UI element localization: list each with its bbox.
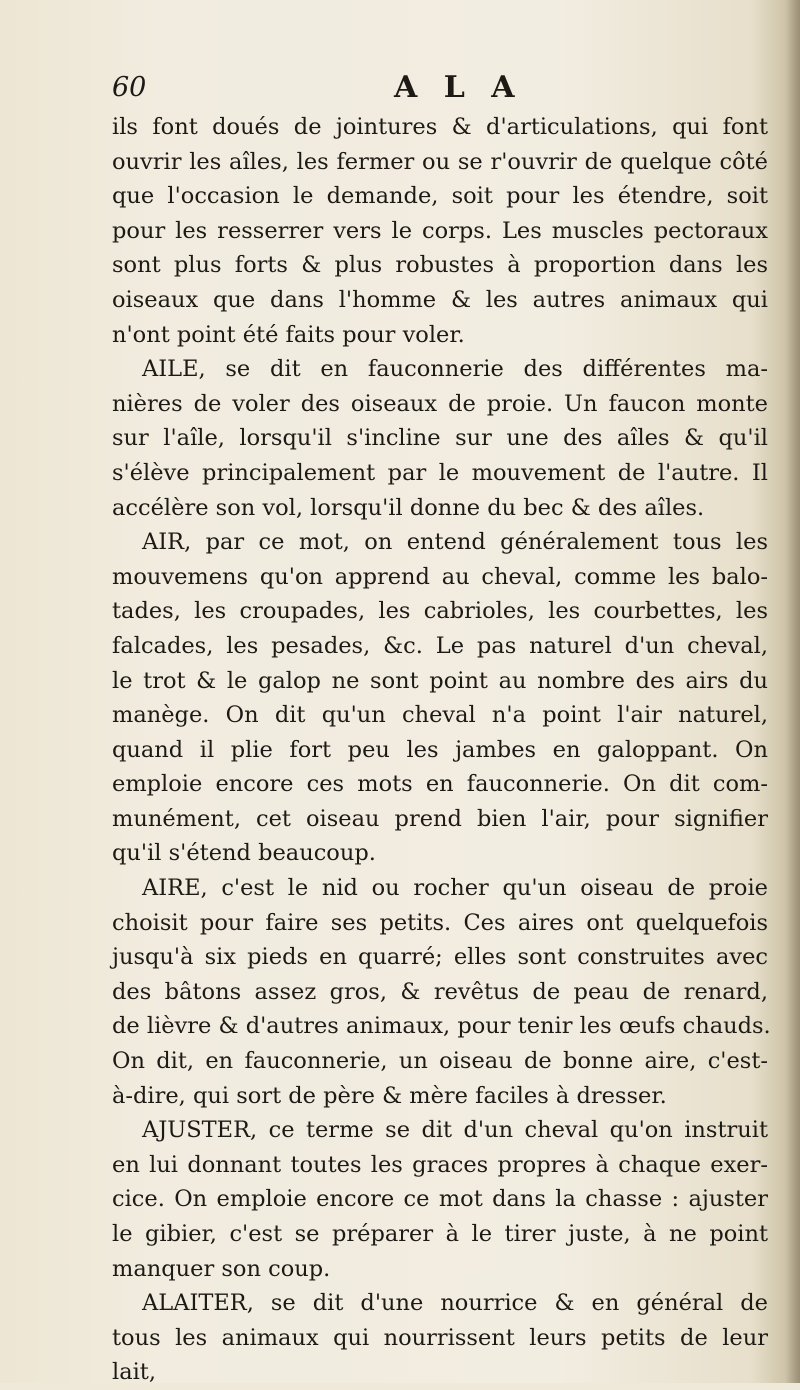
text-line: qu'il s'étend beaucoup. — [112, 840, 376, 867]
text-line: à-dire, qui sort de père & mère faciles à dresser. — [112, 1082, 667, 1109]
text-line: lait, — [112, 1359, 157, 1386]
text-line: ils font doués de jointures & d'articulations, qui font — [112, 114, 768, 140]
text-line: AIRE, c'est le nid ou rocher qu'un oiseau de proie — [142, 875, 768, 902]
text-line: le trot & le galop ne sont point au nombre des airs du — [112, 667, 768, 694]
text-line: des bâtons assez gros, & revêtus de peau de renard, — [112, 978, 768, 1005]
text-line: mouvemens qu'on apprend au cheval, comme les balo- — [112, 563, 768, 590]
page-header — [112, 72, 712, 112]
page-number: 60 — [112, 72, 147, 103]
text-line: tous les animaux qui nourrissent leurs petits de leur — [112, 1324, 768, 1351]
text-line: jusqu'à six pieds en quarré; elles sont construites avec — [112, 944, 768, 971]
text-line: munément, cet oiseau prend bien l'air, pour signifier — [112, 805, 768, 832]
text-line: le gibier, c'est se préparer à le tirer juste, à ne point — [112, 1221, 768, 1247]
text-line: AIR, par ce mot, on entend généralement tous les — [142, 529, 768, 556]
text-line: sur l'aîle, lorsqu'il s'incline sur une des aîles & qu'il — [112, 425, 768, 452]
text-line: quand il plie fort peu les jambes en galoppant. On — [112, 736, 768, 763]
text-line: manquer son coup. — [112, 1255, 331, 1282]
text-line: en lui donnant toutes les graces propres à chaque exer- — [112, 1151, 768, 1178]
text-line: cice. On emploie encore ce mot dans la chasse : ajuster — [112, 1186, 768, 1213]
text-line: s'élève principalement par le mouvement de l'autre. Il — [112, 459, 768, 486]
text-line: ouvrir les aîles, les fermer ou se r'ouvrir de quelque côté — [112, 148, 768, 175]
text-line: AILE, se dit en fauconnerie des différentes ma- — [142, 356, 768, 383]
text-line: oiseaux que dans l'homme & les autres animaux qui — [112, 286, 768, 313]
text-line: nières de voler des oiseaux de proie. Un faucon monte — [112, 390, 768, 417]
running-head: A L A — [394, 70, 523, 105]
text-line: ALAITER, se dit d'une nourrice & en général de — [142, 1290, 768, 1317]
text-line: n'ont point été faits pour voler. — [112, 321, 465, 348]
text-line: de lièvre & d'autres animaux, pour tenir les œufs chauds. — [112, 1013, 771, 1040]
text-line: manège. On dit qu'un cheval n'a point l'air naturel, — [112, 702, 768, 729]
text-line: AJUSTER, ce terme se dit d'un cheval qu'on instruit — [142, 1117, 768, 1144]
text-line: accélère son vol, lorsqu'il donne du bec & des aîles. — [112, 494, 705, 521]
text-line: choisit pour faire ses petits. Ces aires ont quelquefois — [112, 909, 768, 936]
page-edge-shadow — [786, 0, 800, 1383]
text-line: pour les resserrer vers le corps. Les muscles pectoraux — [112, 217, 768, 244]
text-line: tades, les croupades, les cabrioles, les courbettes, les — [112, 598, 768, 625]
text-line: falcades, les pesades, &c. Le pas naturel d'un cheval, — [112, 632, 768, 659]
text-line: que l'occasion le demande, soit pour les étendre, soit — [112, 183, 768, 210]
text-line: On dit, en fauconnerie, un oiseau de bonne aire, c'est- — [112, 1048, 768, 1075]
text-line: sont plus forts & plus robustes à proportion dans les — [112, 252, 768, 279]
body-text — [112, 110, 771, 1390]
text-line: emploie encore ces mots en fauconnerie. On dit com- — [112, 771, 768, 798]
